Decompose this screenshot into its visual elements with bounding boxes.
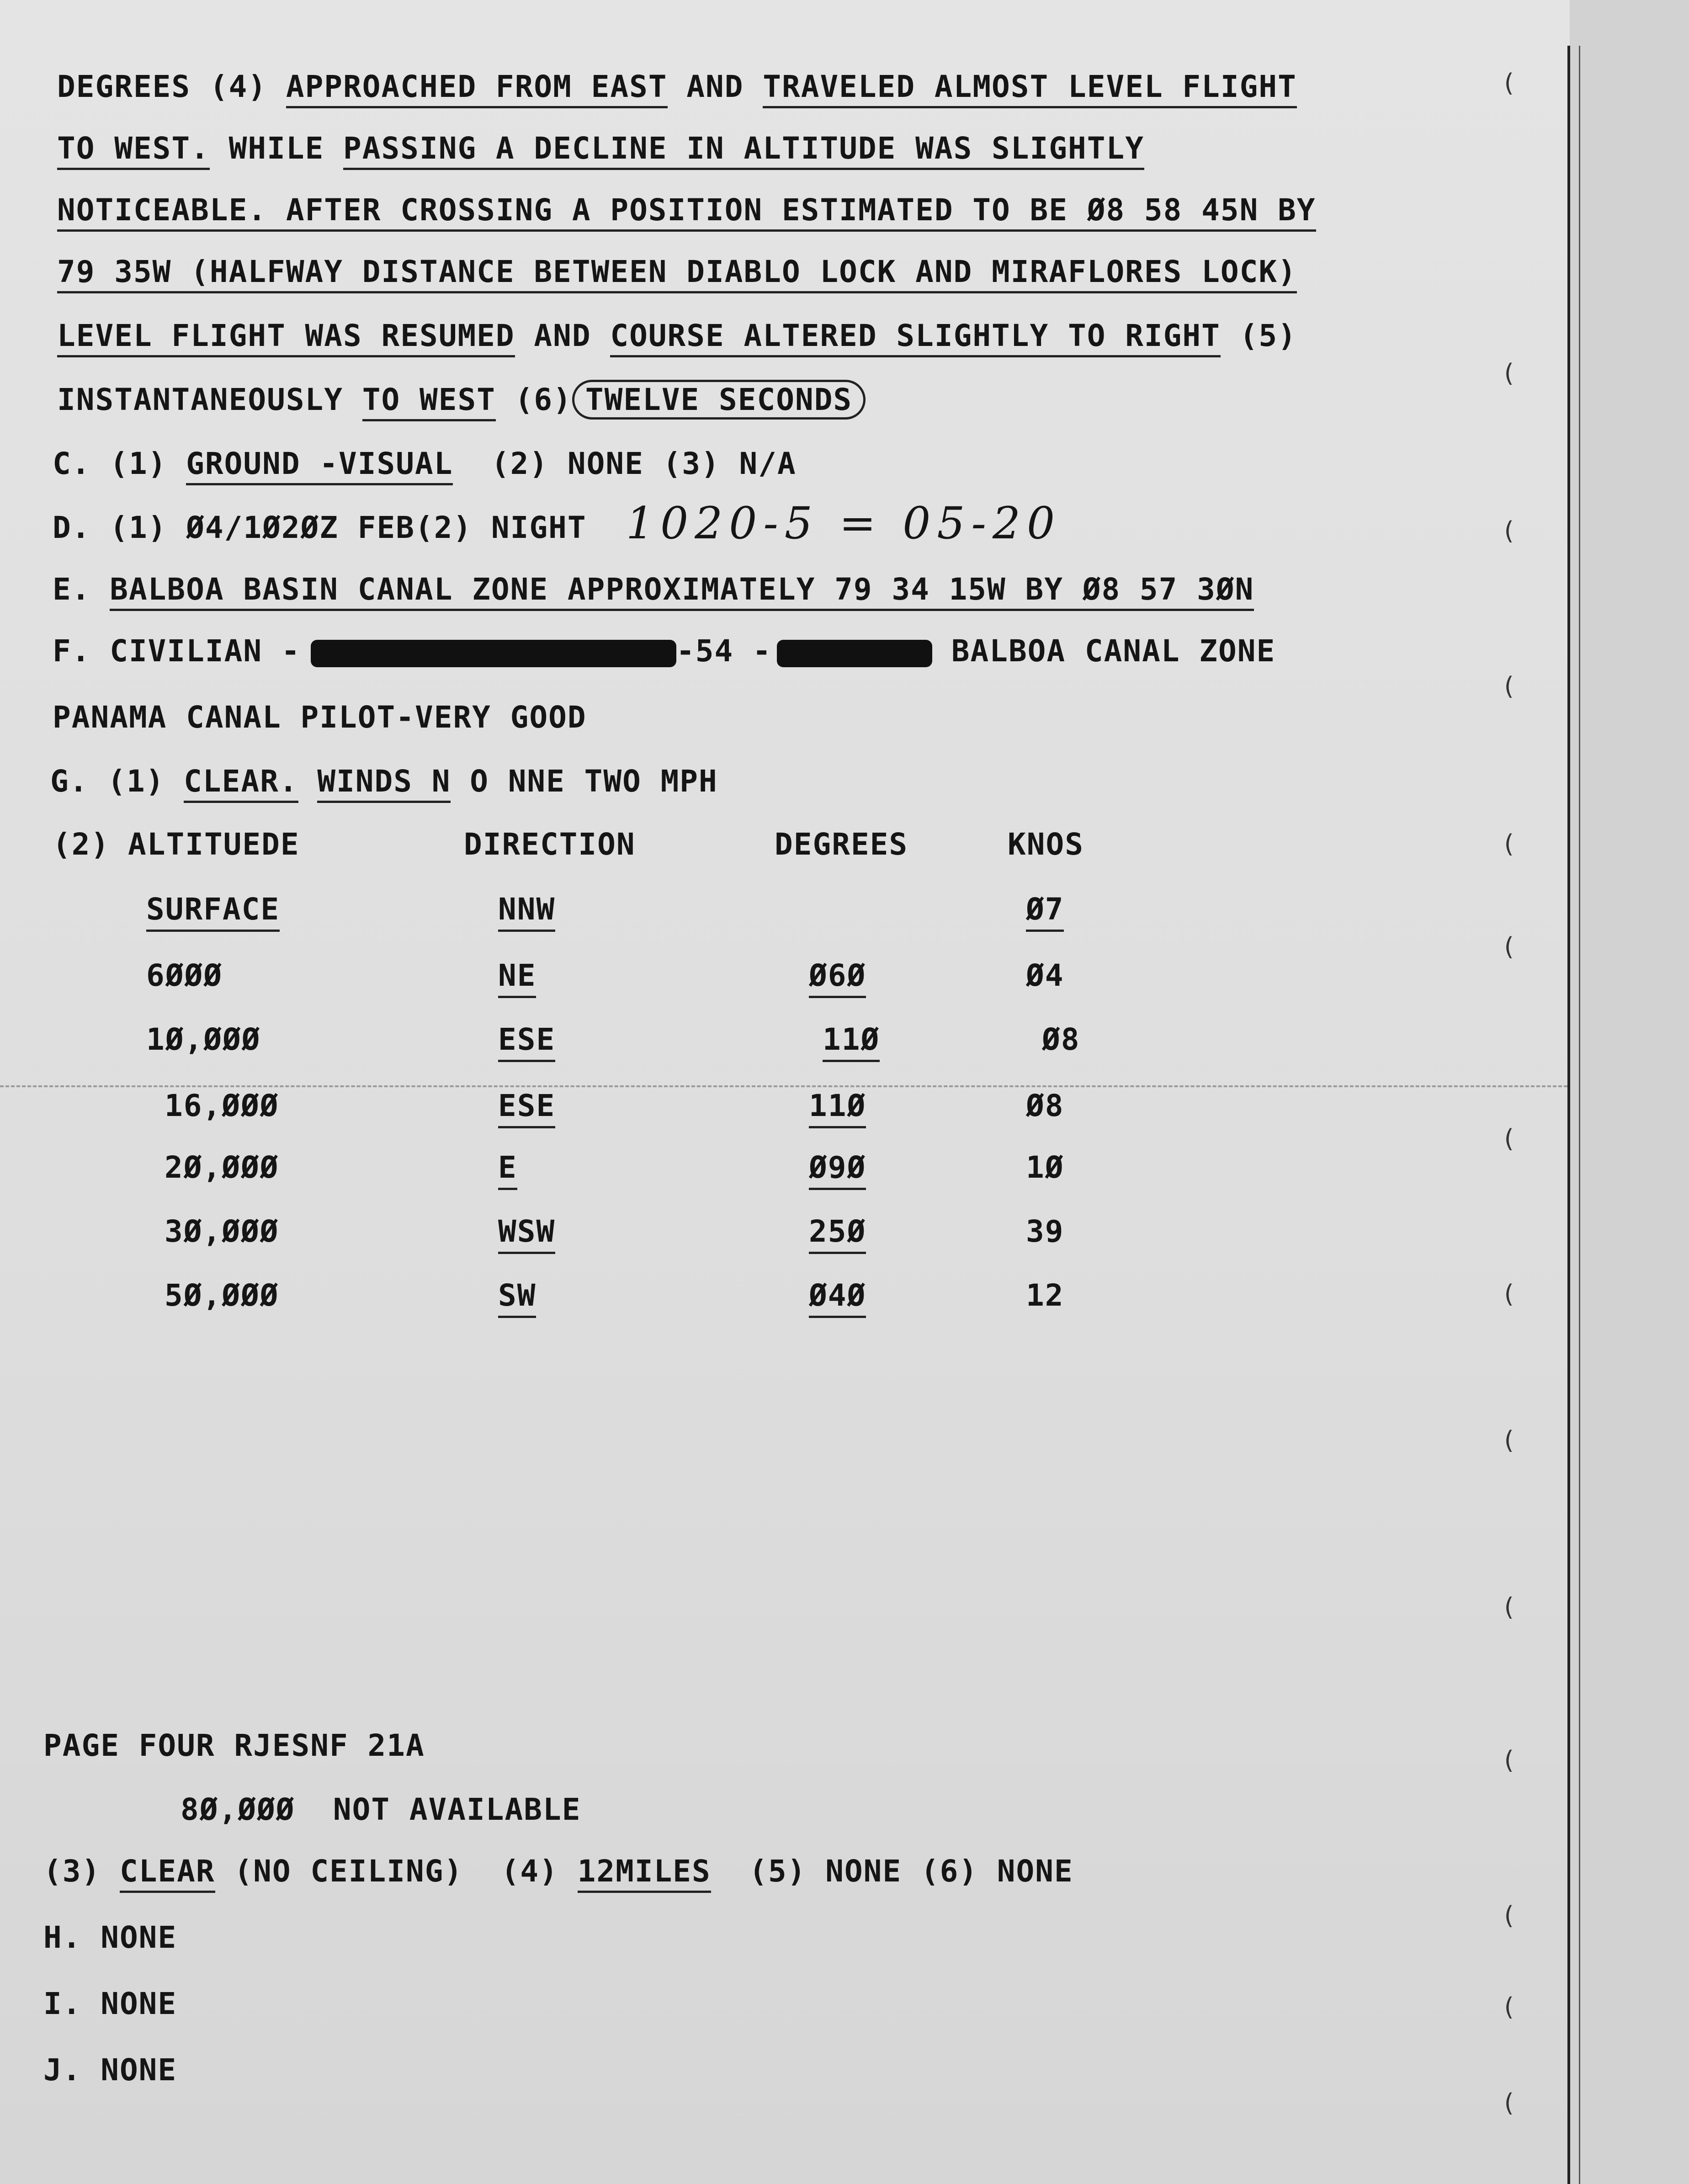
- table-cell-degrees: 25Ø: [809, 1213, 866, 1254]
- text-line: PANAMA CANAL PILOT-VERY GOOD: [53, 700, 587, 735]
- item-c: C. (1) GROUND -VISUAL (2) NONE (3) N/A: [53, 446, 797, 482]
- margin-rule: [1567, 46, 1570, 2184]
- table-cell-knots: Ø4: [1026, 958, 1064, 993]
- redaction-block: [311, 640, 676, 667]
- underlined-text: TRAVELED ALMOST LEVEL FLIGHT: [763, 69, 1297, 108]
- table-cell-altitude: 5Ø,ØØØ: [165, 1278, 279, 1313]
- table-cell-direction: NNW: [498, 891, 555, 932]
- underlined-text: WINDS N: [317, 764, 451, 803]
- underlined-text: BALBOA BASIN CANAL ZONE APPROXIMATELY 79 34 15W BY Ø8 57 3ØN: [110, 572, 1254, 611]
- item-e: E. BALBOA BASIN CANAL ZONE APPROXIMATELY 79 34 15W BY Ø8 57 3ØN: [53, 571, 1254, 608]
- text-line: [57, 192, 1316, 228]
- table-cell-direction: ESE: [498, 1021, 555, 1062]
- table-cell-direction: ESE: [498, 1088, 555, 1128]
- underlined-text: LEVEL FLIGHT WAS RESUMED: [57, 318, 515, 357]
- punch-mark: (: [1501, 932, 1516, 961]
- underlined-text: TO WEST.: [57, 131, 210, 170]
- punch-mark: (: [1501, 2088, 1516, 2117]
- punch-mark: (: [1501, 359, 1516, 388]
- table-cell-degrees: Ø9Ø: [809, 1149, 866, 1190]
- item-f-location: BALBOA CANAL ZONE: [932, 633, 1276, 669]
- underlined-text: NOTICEABLE.: [57, 192, 267, 232]
- item-g-continued: (3) CLEAR (NO CEILING) (4) 12MILES (5) NONE (6) NONE: [43, 1853, 1073, 1890]
- table-cell-degrees: Ø6Ø: [809, 957, 866, 998]
- table-cell-altitude: 2Ø,ØØØ: [165, 1150, 279, 1185]
- underlined-text: CLEAR: [120, 1854, 215, 1893]
- circled-text: TWELVE SECONDS: [572, 380, 866, 420]
- punch-mark: (: [1501, 1901, 1516, 1930]
- table-cell-degrees: 11Ø: [809, 1088, 866, 1128]
- table-cell-altitude: SURFACE: [146, 891, 280, 932]
- column-header-altitude: ALTITUEDE: [128, 827, 300, 862]
- punch-mark: (: [1501, 1426, 1516, 1455]
- underlined-text: TO WEST: [362, 382, 496, 421]
- item-f: F. CIVILIAN -: [53, 633, 301, 669]
- text-line: LEVEL FLIGHT WAS RESUMED AND COURSE ALTERED SLIGHTLY TO RIGHT (5): [57, 318, 1297, 354]
- underlined-text: COURSE ALTERED SLIGHTLY TO RIGHT: [610, 318, 1221, 357]
- punch-mark: (: [1501, 829, 1516, 858]
- text-line: [57, 254, 1297, 290]
- underlined-text: PASSING A DECLINE IN ALTITUDE WAS SLIGHTLY: [343, 131, 1144, 170]
- column-header-degrees: DEGREES: [775, 827, 908, 862]
- text-line: TO WEST. WHILE PASSING A DECLINE IN ALTITUDE WAS SLIGHTLY: [57, 130, 1144, 167]
- text-line: INSTANTANEOUSLY TO WEST (6) TWELVE SECONDS: [57, 382, 866, 418]
- table-cell-altitude: 3Ø,ØØØ: [165, 1214, 279, 1249]
- table-cell-knots: Ø8: [1026, 1088, 1064, 1123]
- winds-prefix: (2): [53, 827, 110, 862]
- handwritten-note: 1020-5 = 05-20: [626, 498, 1062, 549]
- punch-mark: (: [1501, 1593, 1516, 1621]
- item-i: I. NONE: [43, 1986, 177, 2021]
- punch-mark: (: [1501, 1993, 1516, 2021]
- table-cell-direction: SW: [498, 1277, 536, 1318]
- table-cell-altitude: 6ØØØ: [146, 958, 223, 993]
- punch-mark: (: [1501, 672, 1516, 701]
- table-cell-direction: E: [498, 1149, 517, 1190]
- page-header: PAGE FOUR RJESNF 21A: [43, 1728, 425, 1763]
- text-line: DEGREES (4) APPROACHED FROM EAST AND TRAVELED ALMOST LEVEL FLIGHT: [57, 69, 1297, 105]
- underlined-text: CLEAR.: [184, 764, 298, 803]
- table-cell-knots: Ø7: [1026, 891, 1064, 932]
- table-cell-degrees: 11Ø: [823, 1021, 880, 1062]
- punch-mark: (: [1501, 516, 1516, 545]
- margin-rule-secondary: [1579, 46, 1580, 2184]
- table-cell-altitude: 16,ØØØ: [165, 1088, 279, 1123]
- altitude-80000-line: 8Ø,ØØØ NOT AVAILABLE: [181, 1792, 581, 1827]
- perforation-line: [0, 1085, 1567, 1087]
- punch-mark: (: [1501, 1280, 1516, 1308]
- margin-strip: [1570, 0, 1689, 2184]
- item-d: D. (1) Ø4/1Ø2ØZ FEB(2) NIGHT: [53, 510, 587, 545]
- punch-mark: (: [1501, 1124, 1516, 1153]
- underlined-text: AFTER CROSSING A POSITION ESTIMATED TO BE Ø8 58 45N BY: [267, 192, 1316, 232]
- table-cell-knots: Ø8: [1042, 1022, 1080, 1057]
- punch-mark: (: [1501, 69, 1516, 97]
- underlined-text: GROUND -VISUAL: [186, 446, 453, 485]
- column-header-knots: KNOS: [1008, 827, 1084, 862]
- table-cell-knots: 39: [1026, 1214, 1064, 1249]
- item-j: J. NONE: [43, 2052, 177, 2088]
- redaction-block: [777, 640, 932, 667]
- underlined-text: APPROACHED FROM EAST: [286, 69, 668, 108]
- table-cell-altitude: 1Ø,ØØØ: [146, 1022, 261, 1057]
- table-cell-direction: NE: [498, 957, 536, 998]
- table-cell-direction: WSW: [498, 1213, 555, 1254]
- item-g: G. (1) CLEAR. WINDS N O NNE TWO MPH: [50, 763, 718, 800]
- punch-mark: (: [1501, 1746, 1516, 1775]
- underlined-text: 12MILES: [578, 1854, 711, 1893]
- item-f-age: -54 -: [676, 633, 772, 669]
- table-cell-knots: 1Ø: [1026, 1150, 1064, 1185]
- table-cell-knots: 12: [1026, 1278, 1064, 1313]
- column-header-direction: DIRECTION: [464, 827, 636, 862]
- underlined-text: 79 35W (HALFWAY DISTANCE BETWEEN DIABLO LOCK AND MIRAFLORES LOCK): [57, 254, 1297, 293]
- table-cell-degrees: Ø4Ø: [809, 1277, 866, 1318]
- item-h: H. NONE: [43, 1920, 177, 1955]
